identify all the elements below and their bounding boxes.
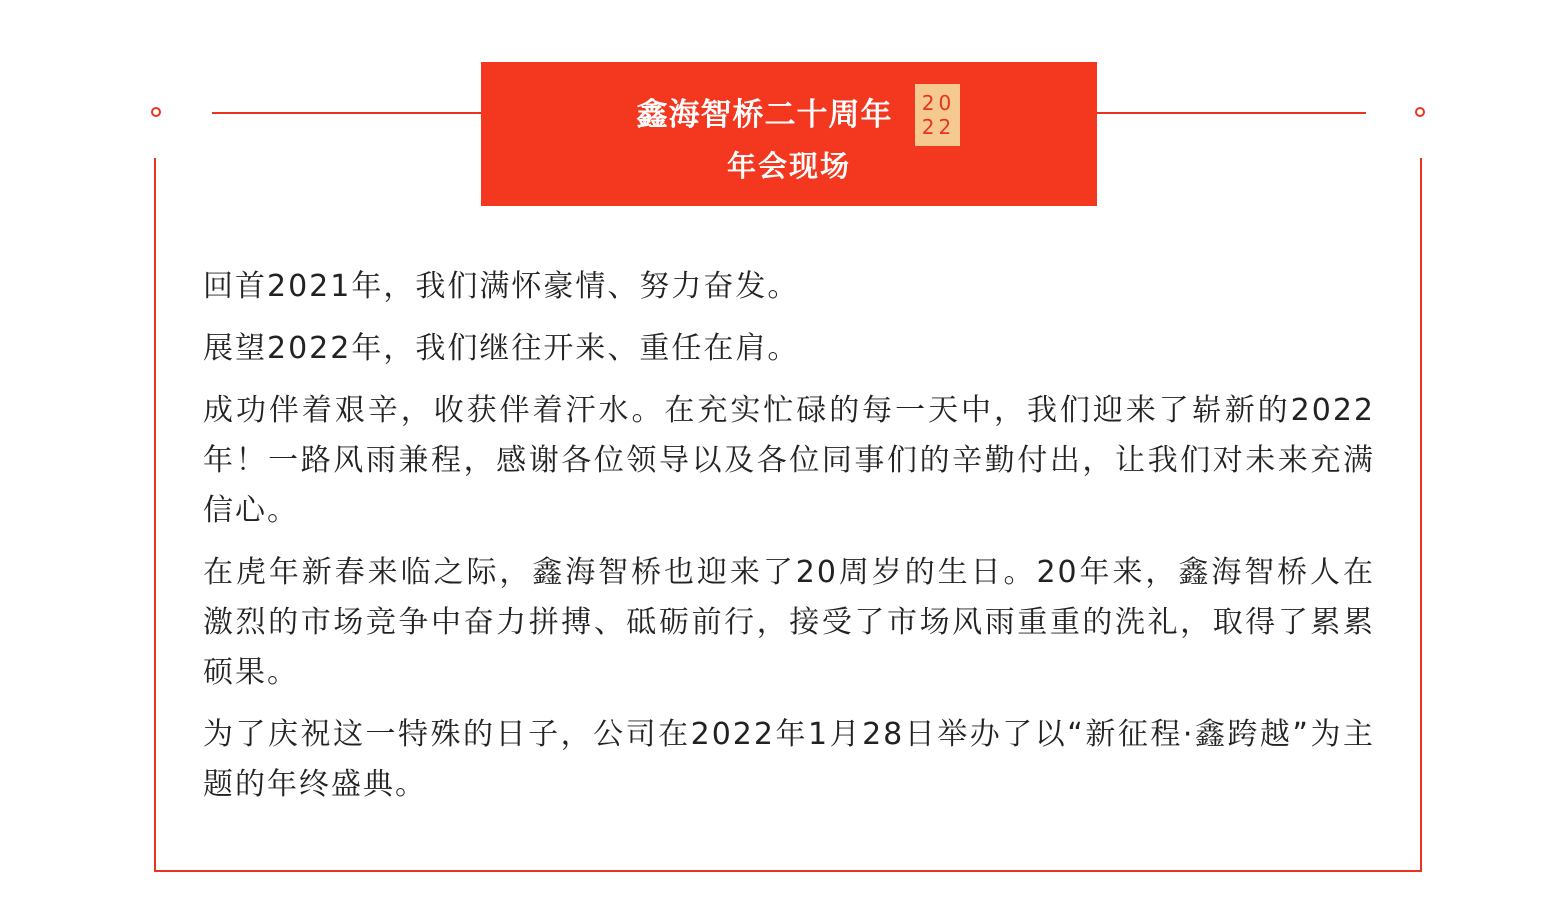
page-subtitle: 年会现场 (726, 149, 851, 183)
paragraph: 成功伴着艰辛，收获伴着汗水。在充实忙碌的每一天中，我们迎来了崭新的2022年！一路风雨兼程，感谢各位领导以及各位同事们的辛勤付出，让我们对未来充满信心。 (203, 393, 1375, 528)
title-row (0, 84, 1542, 146)
paragraph: 展望2022年，我们继往开来、重任在肩。 (203, 331, 800, 366)
paragraph: 在虎年新春来临之际，鑫海智桥也迎来了20周岁的生日。20年来，鑫海智桥人在激烈的市场竞争中奋力拼搏、砥砺前行，接受了市场风雨重重的洗礼，取得了累累硕果。 (203, 555, 1375, 690)
year-badge-bottom: 22 (921, 115, 956, 139)
page-title: 鑫海智桥二十周年 (636, 97, 893, 133)
year-badge (915, 84, 960, 146)
year-badge-top: 20 (921, 91, 956, 115)
paragraph: 回首2021年，我们满怀豪情、努力奋发。 (203, 269, 800, 304)
paragraph: 为了庆祝这一特殊的日子，公司在2022年1月28日举办了以“新征程·鑫跨越”为主题的年终盛典。 (203, 717, 1375, 802)
article-body (203, 262, 1375, 822)
